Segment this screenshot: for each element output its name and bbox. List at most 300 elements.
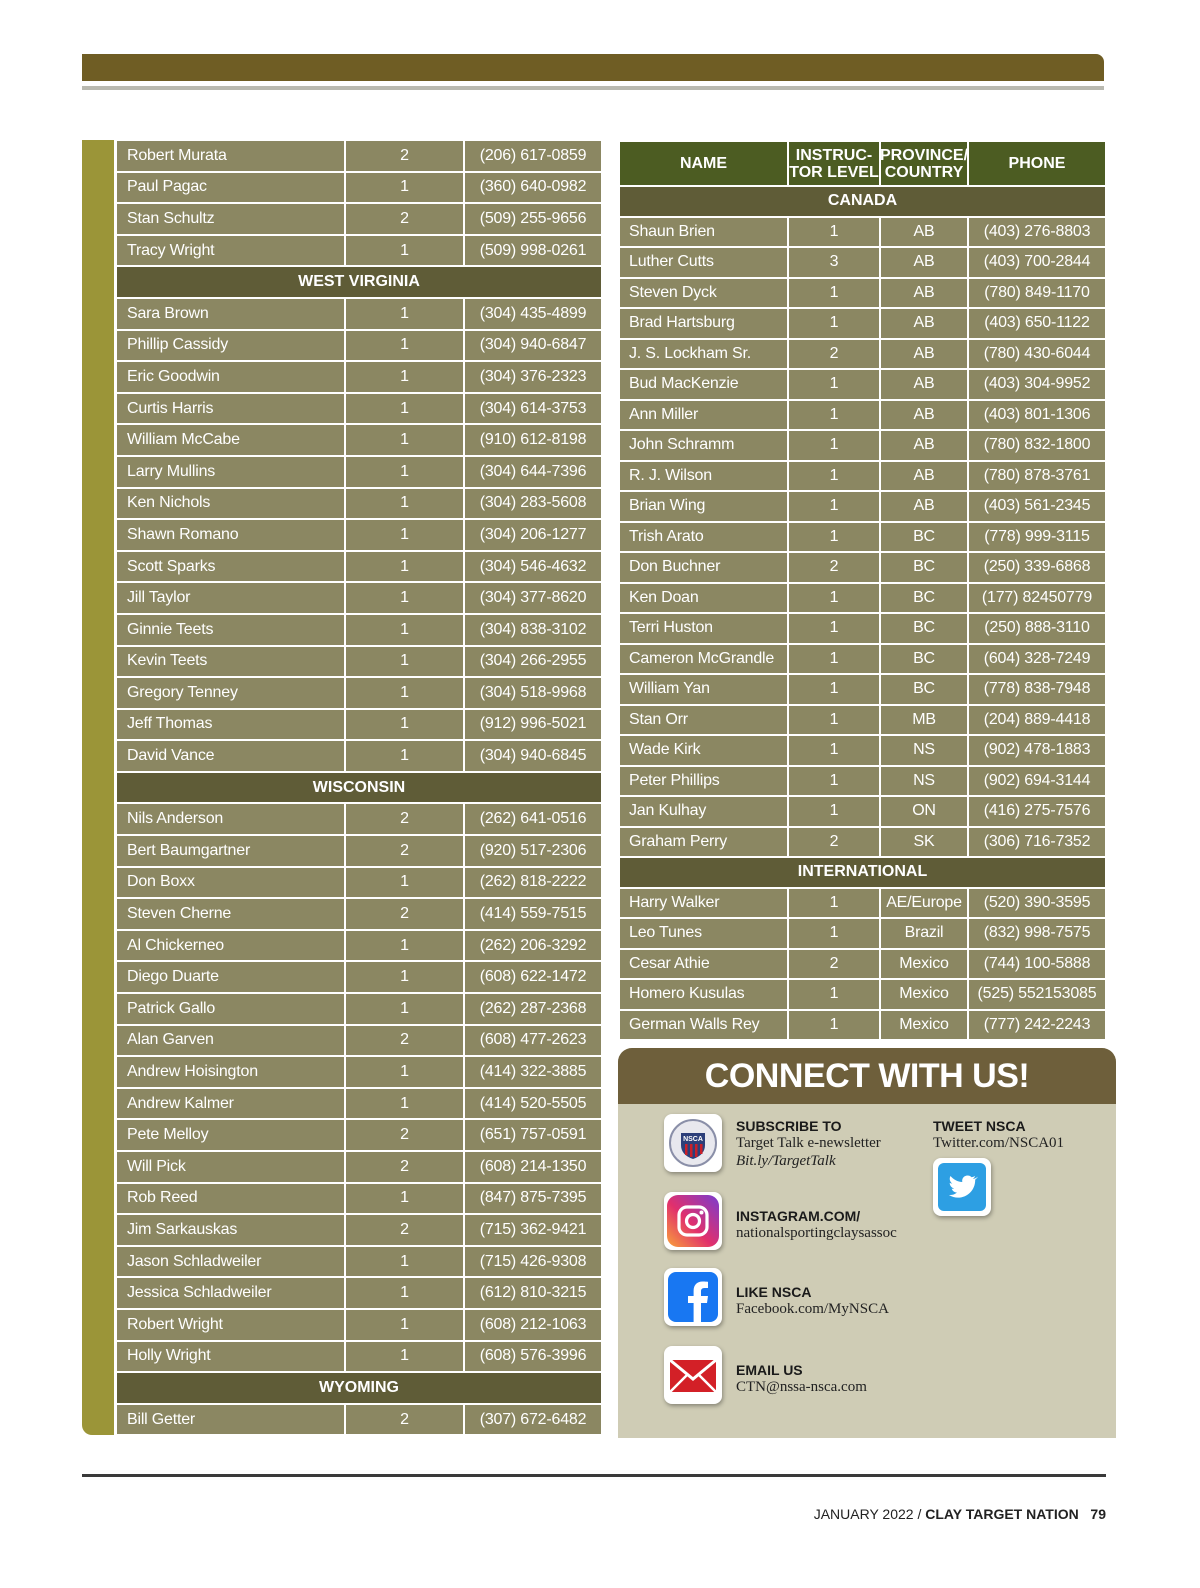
- instructor-level: 1: [789, 645, 879, 674]
- instructor-region: Mexico: [881, 1011, 967, 1040]
- instructor-phone: (414) 520-5505: [465, 1089, 601, 1119]
- instructor-region: MB: [881, 706, 967, 735]
- instructor-name: Don Buchner: [620, 553, 787, 582]
- instructor-level: 2: [789, 950, 879, 979]
- instructor-phone: (360) 640-0982: [465, 173, 601, 203]
- table-row: [620, 675, 1105, 704]
- instructor-phone: (414) 559-7515: [465, 899, 601, 929]
- instructor-phone: (777) 242-2243: [969, 1011, 1105, 1040]
- instructor-phone: (608) 214-1350: [465, 1152, 601, 1182]
- table-row: [620, 797, 1105, 826]
- table-row: [117, 1184, 601, 1214]
- instructor-level: 1: [346, 931, 463, 961]
- instructor-region: AB: [881, 462, 967, 491]
- table-row: [620, 523, 1105, 552]
- instructor-name: Curtis Harris: [117, 394, 344, 424]
- instructor-name: Paul Pagac: [117, 173, 344, 203]
- instructor-name: Holly Wright: [117, 1342, 344, 1372]
- section-header: INTERNATIONAL: [620, 858, 1105, 887]
- instructor-level: 1: [789, 767, 879, 796]
- instructor-name: Jeff Thomas: [117, 710, 344, 740]
- column-header-region: PROVINCE/ COUNTRY: [881, 142, 967, 185]
- instructor-name: Don Boxx: [117, 868, 344, 898]
- instructor-name: Diego Duarte: [117, 962, 344, 992]
- table-row: [117, 804, 601, 834]
- instructor-name: Ken Doan: [620, 584, 787, 613]
- instagram-link[interactable]: nationalsportingclaysassoc: [736, 1225, 897, 1241]
- instructor-phone: (604) 328-7249: [969, 645, 1105, 674]
- instructor-region: BC: [881, 523, 967, 552]
- table-row: [620, 1011, 1105, 1040]
- instructor-phone: (509) 998-0261: [465, 236, 601, 266]
- instructor-phone: (304) 266-2955: [465, 647, 601, 677]
- facebook-link[interactable]: Facebook.com/MyNSCA: [736, 1301, 889, 1317]
- instructor-name: Steven Cherne: [117, 899, 344, 929]
- instructor-name: Larry Mullins: [117, 457, 344, 487]
- page-footer: [814, 1506, 1106, 1522]
- table-row: [117, 962, 601, 992]
- instructor-name: Shawn Romano: [117, 520, 344, 550]
- table-row: [620, 340, 1105, 369]
- instructor-phone: (715) 426-9308: [465, 1247, 601, 1277]
- table-row: [117, 331, 601, 361]
- instructor-name: Ann Miller: [620, 401, 787, 430]
- table-row: [620, 828, 1105, 857]
- instructor-region: AB: [881, 370, 967, 399]
- instructor-name: Wade Kirk: [620, 736, 787, 765]
- instructor-level: 1: [346, 520, 463, 550]
- title-bar: [82, 54, 1104, 81]
- instructor-name: Jill Taylor: [117, 583, 344, 613]
- table-row: [117, 1342, 601, 1372]
- instructor-phone: (414) 322-3885: [465, 1057, 601, 1087]
- table-row: [620, 767, 1105, 796]
- table-row: [117, 299, 601, 329]
- instructor-name: Jim Sarkauskas: [117, 1215, 344, 1245]
- instructor-phone: (525) 552153085: [969, 980, 1105, 1009]
- instructor-level: 1: [346, 583, 463, 613]
- instructor-level: 1: [346, 1278, 463, 1308]
- table-header-row: [620, 142, 1105, 185]
- subscribe-link[interactable]: Bit.ly/TargetTalk: [736, 1153, 836, 1169]
- instructor-level: 1: [346, 1310, 463, 1340]
- table-row: [620, 645, 1105, 674]
- instructor-name: Eric Goodwin: [117, 362, 344, 392]
- instructor-level: 1: [346, 1089, 463, 1119]
- instructor-name: Peter Phillips: [620, 767, 787, 796]
- instructor-phone: (403) 561-2345: [969, 492, 1105, 521]
- instructor-name: Shaun Brien: [620, 218, 787, 247]
- email-heading: EMAIL US: [736, 1362, 803, 1378]
- instructor-phone: (304) 518-9968: [465, 678, 601, 708]
- instructor-level: 1: [789, 492, 879, 521]
- email-link[interactable]: CTN@nssa-nsca.com: [736, 1379, 867, 1395]
- instructor-level: 2: [346, 1215, 463, 1245]
- instructor-name: Phillip Cassidy: [117, 331, 344, 361]
- table-row: [117, 994, 601, 1024]
- instructor-level: 3: [789, 248, 879, 277]
- instagram-item[interactable]: [664, 1192, 897, 1250]
- instructor-level: 2: [789, 828, 879, 857]
- instructor-name: Bert Baumgartner: [117, 836, 344, 866]
- table-row: [117, 1405, 601, 1435]
- instructor-name: Andrew Kalmer: [117, 1089, 344, 1119]
- instructor-level: 1: [789, 919, 879, 948]
- table-row: [117, 173, 601, 203]
- instructor-name: Brian Wing: [620, 492, 787, 521]
- instructor-phone: (304) 940-6847: [465, 331, 601, 361]
- table-row: [117, 1247, 601, 1277]
- instructor-level: 1: [789, 309, 879, 338]
- table-row: [117, 425, 601, 455]
- instructor-name: Bud MacKenzie: [620, 370, 787, 399]
- instructor-name: Alan Garven: [117, 1026, 344, 1056]
- subscribe-newsletter: Target Talk e-newsletter: [736, 1135, 881, 1151]
- instructor-region: BC: [881, 675, 967, 704]
- instructor-name: Tracy Wright: [117, 236, 344, 266]
- twitter-link[interactable]: Twitter.com/NSCA01: [933, 1135, 1065, 1151]
- table-row: [620, 218, 1105, 247]
- table-row: [117, 868, 601, 898]
- side-accent-strip: [82, 140, 114, 1435]
- instructor-level: 1: [346, 710, 463, 740]
- instructor-level: 1: [346, 299, 463, 329]
- instructor-phone: (304) 546-4632: [465, 552, 601, 582]
- instructor-level: 1: [346, 962, 463, 992]
- table-row: [117, 394, 601, 424]
- instructor-name: Harry Walker: [620, 889, 787, 918]
- twitter-heading: TWEET NSCA: [933, 1118, 1026, 1134]
- email-icon: [664, 1346, 722, 1404]
- table-row: [620, 401, 1105, 430]
- title-rule: [82, 86, 1104, 90]
- instructor-phone: (304) 376-2323: [465, 362, 601, 392]
- instructor-level: 1: [789, 1011, 879, 1040]
- instructor-phone: (847) 875-7395: [465, 1184, 601, 1214]
- instructor-name: Ginnie Teets: [117, 615, 344, 645]
- table-row: [117, 647, 601, 677]
- table-row: [620, 309, 1105, 338]
- email-item[interactable]: [664, 1346, 867, 1404]
- instructor-phone: (204) 889-4418: [969, 706, 1105, 735]
- table-row: [620, 462, 1105, 491]
- instructor-name: Kevin Teets: [117, 647, 344, 677]
- instructor-name: David Vance: [117, 741, 344, 771]
- instructor-level: 1: [789, 797, 879, 826]
- instructor-level: 1: [789, 889, 879, 918]
- table-row: [620, 370, 1105, 399]
- twitter-icon[interactable]: [933, 1158, 991, 1216]
- instructor-name: Al Chickerneo: [117, 931, 344, 961]
- table-row: [620, 492, 1105, 521]
- instructor-phone: (832) 998-7575: [969, 919, 1105, 948]
- instructor-phone: (651) 757-0591: [465, 1120, 601, 1150]
- table-row: [117, 141, 601, 171]
- instructor-phone: (780) 878-3761: [969, 462, 1105, 491]
- instructor-name: Brad Hartsburg: [620, 309, 787, 338]
- instructor-name: Cameron McGrandle: [620, 645, 787, 674]
- instructor-name: Sara Brown: [117, 299, 344, 329]
- instructor-region: AB: [881, 340, 967, 369]
- instructor-region: ON: [881, 797, 967, 826]
- table-row: [117, 552, 601, 582]
- instructor-phone: (780) 832-1800: [969, 431, 1105, 460]
- table-row: [117, 204, 601, 234]
- table-row: [117, 489, 601, 519]
- table-row: [117, 931, 601, 961]
- table-row: [117, 741, 601, 771]
- twitter-item[interactable]: [933, 1114, 1064, 1216]
- table-row: [117, 1057, 601, 1087]
- instructor-phone: (403) 276-8803: [969, 218, 1105, 247]
- instructor-phone: (608) 477-2623: [465, 1026, 601, 1056]
- instructor-level: 1: [346, 741, 463, 771]
- instructor-phone: (206) 617-0859: [465, 141, 601, 171]
- section-header: WEST VIRGINIA: [117, 267, 601, 297]
- instructor-name: Homero Kusulas: [620, 980, 787, 1009]
- column-header-phone: PHONE: [969, 142, 1105, 185]
- instructor-phone: (403) 650-1122: [969, 309, 1105, 338]
- instructor-level: 1: [789, 279, 879, 308]
- instructor-phone: (608) 212-1063: [465, 1310, 601, 1340]
- instructor-phone: (612) 810-3215: [465, 1278, 601, 1308]
- table-row: [117, 1120, 601, 1150]
- facebook-item[interactable]: [664, 1268, 889, 1326]
- instructor-phone: (250) 888-3110: [969, 614, 1105, 643]
- table-row: [117, 236, 601, 266]
- instructor-phone: (262) 641-0516: [465, 804, 601, 834]
- instructor-name: Will Pick: [117, 1152, 344, 1182]
- instructor-name: Scott Sparks: [117, 552, 344, 582]
- instructor-level: 1: [789, 675, 879, 704]
- nsca-logo-icon: [664, 1114, 722, 1172]
- table-row: [620, 950, 1105, 979]
- table-row: [117, 615, 601, 645]
- instructor-region: BC: [881, 614, 967, 643]
- table-row: [117, 457, 601, 487]
- instructor-region: AB: [881, 492, 967, 521]
- instructor-level: 1: [346, 425, 463, 455]
- instructor-level: 2: [346, 836, 463, 866]
- instructor-name: Stan Orr: [620, 706, 787, 735]
- table-row: [117, 678, 601, 708]
- table-row: [620, 553, 1105, 582]
- instructor-level: 1: [346, 647, 463, 677]
- instructor-name: Rob Reed: [117, 1184, 344, 1214]
- instructor-region: AB: [881, 309, 967, 338]
- table-row: [117, 1089, 601, 1119]
- instructor-name: Graham Perry: [620, 828, 787, 857]
- instructor-level: 1: [789, 614, 879, 643]
- table-row: [117, 836, 601, 866]
- instructor-phone: (910) 612-8198: [465, 425, 601, 455]
- connect-panel: [618, 1048, 1116, 1438]
- instructor-level: 1: [346, 331, 463, 361]
- instructor-phone: (304) 435-4899: [465, 299, 601, 329]
- instructor-region: BC: [881, 645, 967, 674]
- subscribe-item[interactable]: [664, 1114, 881, 1172]
- instructor-phone: (307) 672-6482: [465, 1405, 601, 1435]
- instructor-phone: (403) 700-2844: [969, 248, 1105, 277]
- instructor-region: AE/Europe: [881, 889, 967, 918]
- instructor-name: Stan Schultz: [117, 204, 344, 234]
- instructor-phone: (304) 614-3753: [465, 394, 601, 424]
- instructor-level: 1: [789, 523, 879, 552]
- table-row: [117, 1310, 601, 1340]
- table-row: [620, 584, 1105, 613]
- instructor-phone: (902) 478-1883: [969, 736, 1105, 765]
- table-row: [117, 899, 601, 929]
- footer-date: JANUARY 2022 /: [813, 1506, 922, 1522]
- instructor-level: 2: [346, 141, 463, 171]
- footer-magazine: CLAY TARGET NATION: [925, 1506, 1079, 1522]
- instagram-icon: [664, 1192, 722, 1250]
- column-header-name: NAME: [620, 142, 787, 185]
- instructor-phone: (715) 362-9421: [465, 1215, 601, 1245]
- instructor-level: 1: [789, 736, 879, 765]
- table-row: [117, 1026, 601, 1056]
- table-row: [117, 583, 601, 613]
- table-row: [620, 706, 1105, 735]
- svg-text:NSCA: NSCA: [683, 1136, 703, 1143]
- table-row: [620, 919, 1105, 948]
- instructor-phone: (306) 716-7352: [969, 828, 1105, 857]
- instructor-level: 1: [789, 431, 879, 460]
- instructor-region: Mexico: [881, 950, 967, 979]
- instructor-level: 1: [789, 462, 879, 491]
- instructor-name: William McCabe: [117, 425, 344, 455]
- section-header: WISCONSIN: [117, 773, 601, 803]
- instructor-region: AB: [881, 401, 967, 430]
- table-row: [117, 520, 601, 550]
- table-row: [620, 248, 1105, 277]
- instructor-table-left: [117, 141, 601, 1436]
- column-header-level: INSTRUC- TOR LEVEL: [789, 142, 879, 185]
- instructor-level: 2: [346, 1026, 463, 1056]
- instructor-name: Robert Murata: [117, 141, 344, 171]
- instructor-level: 1: [346, 1247, 463, 1277]
- instructor-phone: (902) 694-3144: [969, 767, 1105, 796]
- instructor-phone: (912) 996-5021: [465, 710, 601, 740]
- instructor-name: Andrew Hoisington: [117, 1057, 344, 1087]
- instructor-level: 1: [346, 552, 463, 582]
- instructor-phone: (416) 275-7576: [969, 797, 1105, 826]
- instructor-phone: (304) 940-6845: [465, 741, 601, 771]
- instructor-name: Leo Tunes: [620, 919, 787, 948]
- table-row: [620, 889, 1105, 918]
- instructor-phone: (304) 206-1277: [465, 520, 601, 550]
- instructor-level: 1: [346, 994, 463, 1024]
- instructor-level: 1: [346, 236, 463, 266]
- instructor-name: Ken Nichols: [117, 489, 344, 519]
- table-row: [117, 1152, 601, 1182]
- instructor-phone: (304) 838-3102: [465, 615, 601, 645]
- instructor-level: 1: [346, 1342, 463, 1372]
- instructor-name: Gregory Tenney: [117, 678, 344, 708]
- table-row: [620, 431, 1105, 460]
- instructor-region: NS: [881, 736, 967, 765]
- table-row: [620, 279, 1105, 308]
- facebook-heading: LIKE NSCA: [736, 1284, 812, 1300]
- instructor-region: AB: [881, 279, 967, 308]
- instructor-region: Mexico: [881, 980, 967, 1009]
- table-row: [117, 362, 601, 392]
- instructor-region: Brazil: [881, 919, 967, 948]
- instructor-region: AB: [881, 248, 967, 277]
- instructor-phone: (520) 390-3595: [969, 889, 1105, 918]
- instructor-region: SK: [881, 828, 967, 857]
- instructor-name: Terri Huston: [620, 614, 787, 643]
- instructor-phone: (304) 644-7396: [465, 457, 601, 487]
- instructor-level: 1: [346, 173, 463, 203]
- instructor-level: 1: [789, 370, 879, 399]
- instructor-level: 2: [346, 1405, 463, 1435]
- instructor-name: Cesar Athie: [620, 950, 787, 979]
- instructor-name: Robert Wright: [117, 1310, 344, 1340]
- instructor-phone: (177) 82450779: [969, 584, 1105, 613]
- instructor-phone: (608) 576-3996: [465, 1342, 601, 1372]
- instructor-level: 2: [346, 1152, 463, 1182]
- instructor-level: 2: [789, 340, 879, 369]
- instructor-level: 1: [789, 584, 879, 613]
- instructor-name: Steven Dyck: [620, 279, 787, 308]
- instructor-name: Pete Melloy: [117, 1120, 344, 1150]
- instructor-region: AB: [881, 431, 967, 460]
- facebook-icon: [664, 1268, 722, 1326]
- instructor-level: 2: [346, 204, 463, 234]
- instagram-heading: INSTAGRAM.COM/: [736, 1208, 861, 1224]
- instructor-level: 1: [789, 706, 879, 735]
- instructor-name: J. S. Lockham Sr.: [620, 340, 787, 369]
- instructor-region: NS: [881, 767, 967, 796]
- table-row: [117, 1215, 601, 1245]
- instructor-phone: (403) 304-9952: [969, 370, 1105, 399]
- instructor-name: German Walls Rey: [620, 1011, 787, 1040]
- instructor-level: 2: [346, 804, 463, 834]
- instructor-level: 1: [789, 980, 879, 1009]
- instructor-phone: (403) 801-1306: [969, 401, 1105, 430]
- instructor-level: 2: [346, 899, 463, 929]
- instructor-name: Jessica Schladweiler: [117, 1278, 344, 1308]
- instructor-phone: (304) 377-8620: [465, 583, 601, 613]
- instructor-level: 2: [346, 1120, 463, 1150]
- instructor-name: Luther Cutts: [620, 248, 787, 277]
- instructor-name: R. J. Wilson: [620, 462, 787, 491]
- instructor-table-right: [620, 142, 1105, 1041]
- instructor-level: 1: [346, 394, 463, 424]
- instructor-level: 1: [789, 218, 879, 247]
- instructor-region: AB: [881, 218, 967, 247]
- instructor-region: BC: [881, 553, 967, 582]
- footer-page-number: 79: [1090, 1506, 1106, 1522]
- footer-rule: [82, 1474, 1106, 1477]
- instructor-level: 1: [346, 868, 463, 898]
- table-row: [117, 710, 601, 740]
- connect-title: CONNECT WITH US!: [618, 1048, 1116, 1104]
- instructor-name: Nils Anderson: [117, 804, 344, 834]
- instructor-phone: (262) 206-3292: [465, 931, 601, 961]
- instructor-level: 1: [346, 615, 463, 645]
- table-row: [620, 614, 1105, 643]
- section-header: WYOMING: [117, 1373, 601, 1403]
- section-header: CANADA: [620, 187, 1105, 216]
- instructor-level: 1: [346, 1057, 463, 1087]
- instructor-phone: (744) 100-5888: [969, 950, 1105, 979]
- instructor-level: 1: [789, 401, 879, 430]
- instructor-phone: (920) 517-2306: [465, 836, 601, 866]
- instructor-name: William Yan: [620, 675, 787, 704]
- instructor-region: BC: [881, 584, 967, 613]
